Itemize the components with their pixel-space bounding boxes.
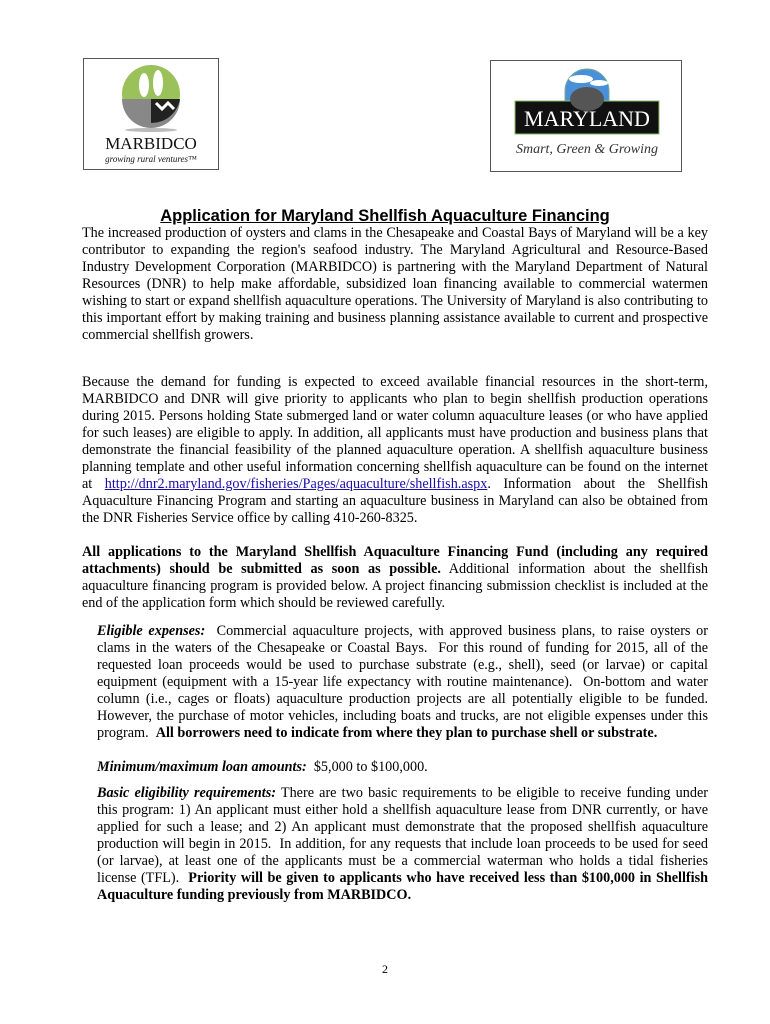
svg-text:Smart, Green & Growing: Smart, Green & Growing [515, 142, 659, 157]
maryland-logo [490, 60, 682, 172]
marbidco-logo [83, 58, 219, 170]
loan-amounts-text: $5,000 to $100,000. [306, 759, 428, 775]
eligible-expenses-note: All borrowers need to indicate from where they plan to purchase shell or substrate. [155, 725, 658, 741]
eligible-expenses-text: Commercial aquaculture projects, with approved business plans, to raise oysters or clams in the waters of the Chesapeake or Coastal Bays. For this round of funding for 2015, all of the requested loan proceeds would be used to purchase substrate (e.g., shell), seed (or larvae) or capital equipment (equipment with a 15-year life expectancy with routine maintenance). On-bottom and water column (i.e., cages or floats) aquaculture production projects are all potentially eligible to be funded. However, the purchase of motor vehicles, including boats and trucks, are not eligible expenses under this program. [97, 623, 716, 741]
priority-text: Because the demand for funding is expected to exceed available financial resources in the short-term, MARBIDCO and DNR will give priority to applicants who plan to begin shellfish production operations during 2015. Persons holding State submerged land or water column aquaculture leases (or who have applied for such leases) are eligible to apply. In addition, all applicants must have production and business plans that demonstrate the financial feasibility of the planned aquaculture operation. A shellfish aquaculture business planning template and other useful information concerning shellfish aquaculture can be found on the internet at [82, 374, 708, 492]
submission-text: Additional information about the shellfish aquaculture financing program is provided below. A project financing submission checklist is included at the end of the application form which should be reviewed carefully. [82, 561, 708, 611]
svg-text:growing rural ventures™: growing rural ventures™ [105, 154, 197, 164]
eligibility-text: There are two basic requirements to be eligible to receive funding under this program: 1) An applicant must either hold a shellfish aquaculture lease from DNR currently, or have applied for such a lease; and 2) An applicant must demonstrate that the proposed shellfish aquaculture production will begin in 2015. In addition, for any requests that include loan proceeds to be used for seed (or larvae), at least one of the applicants must be a commercial waterman who holds a tidal fisheries license (TFL). [97, 785, 712, 886]
loan-amounts-label: Minimum/maximum loan amounts: [97, 759, 307, 775]
eligibility-section [97, 785, 712, 904]
eligible-expenses-label: Eligible expenses: [97, 623, 206, 639]
priority-paragraph [82, 374, 708, 527]
eligibility-label: Basic eligibility requirements: [97, 785, 276, 801]
submission-paragraph [82, 544, 708, 612]
shellfish-info-link[interactable]: http://dnr2.maryland.gov/fisheries/Pages/aquaculture/shellfish.aspx [104, 476, 488, 492]
page-number: 2 [382, 962, 388, 976]
eligible-expenses-section [97, 623, 716, 742]
intro-paragraph: The increased production of oysters and clams in the Chesapeake and Coastal Bays of Maryland will be a key contributor to expanding the region's seafood industry. The Maryland Agricultural and Resource-Based Industry Development Corporation (MARBIDCO) is partnering with the Maryland Department of Natural Resources (DNR) to help make affordable, subsidized loan financing available to commercial watermen wishing to start or expand shellfish aquaculture operations. The University of Maryland is also contributing to this important effort by making training and business planning assistance available to current and prospective commercial shellfish growers. [82, 225, 708, 343]
loan-amounts-section [97, 759, 708, 776]
priority-text-end: . Information about the Shellfish Aquaculture Financing Program and starting an aquaculture business in Maryland can also be obtained from the DNR Fisheries Service office by calling 410-260-8325. [82, 476, 708, 526]
submission-notice: All applications to the Maryland Shellfish Aquaculture Financing Fund (including any required attachments) should be submitted as soon as possible. [82, 544, 708, 577]
svg-text:MARYLAND: MARYLAND [524, 106, 650, 131]
svg-text:MARBIDCO: MARBIDCO [105, 134, 197, 153]
page-title: Application for Maryland Shellfish Aquaculture Financing [160, 207, 610, 225]
eligibility-priority-note: Priority will be given to applicants who have received less than $100,000 in Shellfish Aquaculture funding previously from MARBIDCO. [97, 870, 709, 903]
